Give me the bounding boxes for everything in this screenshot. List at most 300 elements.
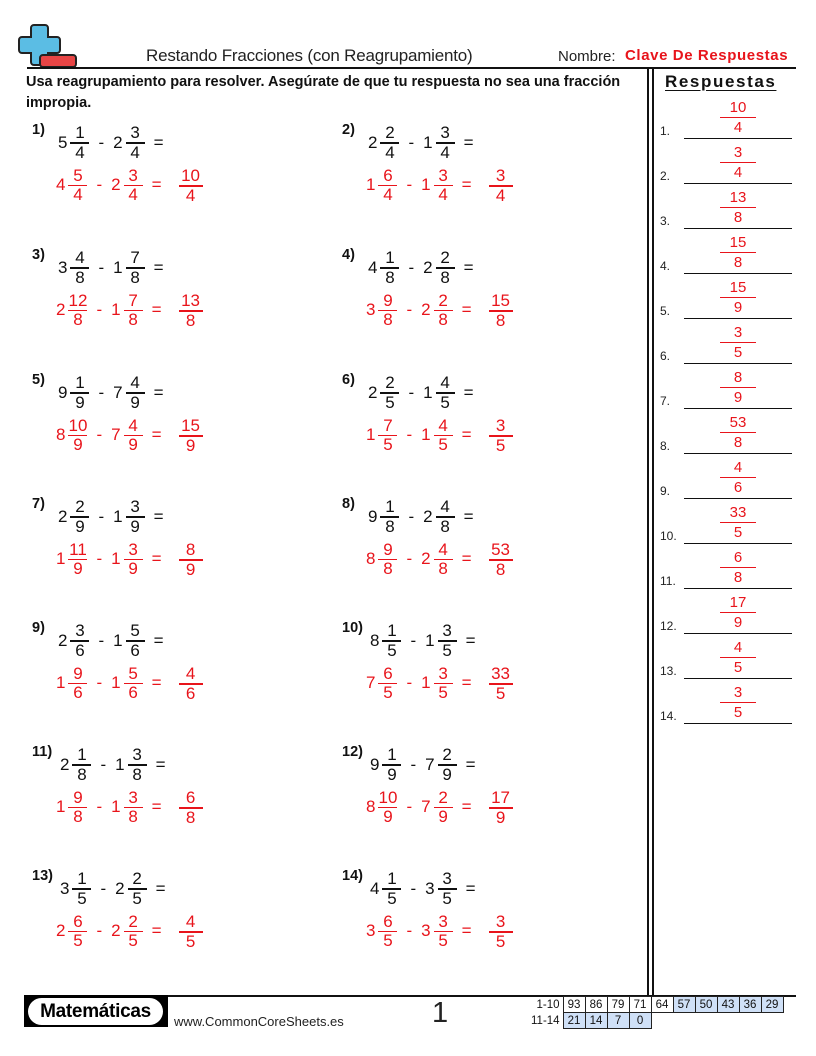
mixed-number-whole: 3 (58, 257, 68, 277)
numerator: 2 (438, 290, 448, 310)
denominator: 8 (733, 209, 743, 226)
answer-fraction (720, 279, 756, 317)
answer-number: 12. (660, 619, 677, 633)
result-fraction (179, 664, 203, 703)
problem-number: 3) (32, 247, 45, 263)
numerator: 4 (438, 539, 448, 559)
score-cell: 79 (607, 997, 629, 1013)
denominator: 9 (733, 614, 743, 631)
numerator: 3 (128, 787, 138, 807)
fraction (179, 417, 203, 455)
numerator: 3 (438, 663, 448, 683)
mixed-number-whole: 5 (58, 132, 68, 152)
denominator: 5 (495, 683, 506, 703)
answer-fraction (720, 684, 756, 722)
numerator: 3 (440, 123, 450, 142)
result-fraction (489, 912, 513, 951)
score-cell: 64 (651, 997, 673, 1013)
solution-expression (366, 664, 513, 703)
problem-6 (342, 372, 642, 462)
equals-sign: = (151, 175, 162, 195)
fraction (128, 746, 147, 784)
fraction (378, 167, 397, 205)
numerator: 12 (68, 290, 88, 310)
answer-fraction (720, 144, 756, 182)
mixed-number-whole: 2 (58, 506, 68, 526)
minus-sign: - (408, 382, 415, 402)
denominator: 5 (385, 392, 395, 412)
solution-expression (56, 540, 203, 579)
denominator: 5 (387, 640, 397, 660)
fraction-bar (720, 702, 756, 704)
numerator: 17 (729, 593, 747, 611)
numerator: 4 (440, 373, 450, 392)
fraction (179, 292, 203, 330)
denominator: 8 (733, 254, 743, 271)
numerator: 1 (77, 745, 87, 764)
equals-sign: = (151, 921, 162, 941)
answer-fraction (720, 504, 756, 542)
numerator: 2 (128, 911, 138, 931)
denominator: 8 (495, 310, 506, 330)
numerator: 11 (69, 539, 87, 559)
equals-sign: = (153, 132, 164, 152)
equals-sign: = (463, 257, 474, 277)
minus-sign: - (96, 673, 103, 693)
answer-number: 4. (660, 259, 671, 273)
answer-number: 3. (660, 214, 671, 228)
result-fraction (179, 166, 203, 205)
answer-row-10 (660, 499, 792, 544)
fraction (382, 746, 401, 784)
solution-expression (56, 416, 203, 455)
fraction-bar (720, 252, 756, 254)
fraction (378, 789, 397, 827)
mixed-number-whole: 1 (366, 425, 376, 445)
problem-expression (370, 746, 485, 784)
answer-number: 7. (660, 394, 671, 408)
fraction (70, 374, 89, 412)
denominator: 8 (440, 516, 450, 536)
denominator: 4 (495, 185, 506, 205)
numerator: 2 (442, 745, 452, 764)
denominator: 6 (73, 683, 83, 702)
numerator: 1 (387, 621, 397, 640)
fraction (179, 541, 203, 579)
mixed-number-whole: 8 (370, 630, 380, 650)
fraction (380, 124, 399, 162)
fraction (434, 789, 453, 827)
denominator: 9 (73, 435, 83, 454)
fraction-bar (720, 567, 756, 569)
answer-fraction (720, 594, 756, 632)
numerator: 3 (442, 621, 452, 640)
problem-number: 5) (32, 372, 45, 388)
result-fraction (489, 664, 513, 703)
fraction (434, 292, 453, 330)
problem-number: 14) (342, 868, 363, 884)
denominator: 8 (130, 267, 140, 287)
denominator: 4 (383, 185, 393, 204)
mixed-number-whole: 2 (56, 300, 66, 320)
minus-sign: - (406, 797, 413, 817)
numerator: 33 (491, 664, 510, 683)
denominator: 5 (495, 435, 506, 455)
numerator: 53 (729, 413, 747, 431)
problem-4 (342, 247, 642, 337)
numerator: 15 (491, 291, 510, 310)
numerator: 3 (75, 621, 85, 640)
answer-row-4 (660, 229, 792, 274)
mixed-number-whole: 1 (56, 673, 66, 693)
fraction-bar (720, 342, 756, 344)
problem-12 (342, 744, 642, 834)
answer-fraction (720, 324, 756, 362)
plus-minus-logo-icon (14, 22, 80, 68)
fraction (434, 541, 453, 579)
numerator: 9 (383, 539, 393, 559)
answer-number: 8. (660, 439, 671, 453)
denominator: 9 (130, 392, 140, 412)
mixed-number-whole: 3 (366, 300, 376, 320)
denominator: 4 (733, 119, 743, 136)
mixed-number-whole: 2 (111, 921, 121, 941)
numerator: 1 (75, 123, 85, 142)
problem-13 (32, 868, 332, 958)
numerator: 2 (132, 869, 142, 888)
numerator: 1 (77, 869, 87, 888)
mixed-number-whole: 8 (56, 425, 66, 445)
problem-expression (370, 870, 485, 908)
fraction (72, 870, 91, 908)
denominator: 8 (128, 807, 138, 826)
minus-sign: - (410, 878, 417, 898)
denominator: 8 (185, 310, 196, 330)
answer-fraction (720, 639, 756, 677)
fraction (70, 124, 89, 162)
mixed-number-whole: 2 (421, 549, 431, 569)
equals-sign: = (155, 754, 166, 774)
fraction (489, 167, 513, 205)
fraction (68, 541, 87, 579)
mixed-number-whole: 2 (58, 630, 68, 650)
denominator: 8 (383, 310, 393, 329)
numerator: 4 (440, 497, 450, 516)
denominator: 8 (733, 569, 743, 586)
equals-sign: = (465, 630, 476, 650)
mixed-number-whole: 9 (368, 506, 378, 526)
solution-expression (56, 664, 203, 703)
problem-expression (60, 746, 175, 784)
score-cell: 86 (585, 997, 607, 1013)
denominator: 5 (73, 931, 83, 950)
score-cell: 21 (563, 1013, 585, 1029)
denominator: 6 (128, 683, 138, 702)
equals-sign: = (461, 300, 472, 320)
problem-11 (32, 744, 332, 834)
score-cell: 50 (695, 997, 717, 1013)
numerator: 3 (733, 683, 743, 701)
mixed-number-whole: 2 (368, 382, 378, 402)
fraction (126, 622, 145, 660)
problem-expression (368, 124, 483, 162)
denominator: 9 (128, 435, 138, 454)
fraction (434, 913, 453, 951)
denominator: 6 (185, 683, 196, 703)
answer-row-8 (660, 409, 792, 454)
numerator: 9 (73, 663, 83, 683)
numerator: 2 (438, 787, 448, 807)
fraction-bar (720, 612, 756, 614)
fraction (179, 789, 203, 827)
mixed-number-whole: 1 (111, 549, 121, 569)
denominator: 8 (385, 516, 395, 536)
mixed-number-whole: 1 (111, 673, 121, 693)
fraction-bar (720, 387, 756, 389)
numerator: 4 (185, 912, 196, 931)
fraction (436, 498, 455, 536)
denominator: 8 (438, 559, 448, 578)
numerator: 3 (132, 745, 142, 764)
solution-expression (366, 788, 513, 827)
mixed-number-whole: 1 (111, 797, 121, 817)
fraction (179, 913, 203, 951)
answer-row-11 (660, 544, 792, 589)
fraction (126, 124, 145, 162)
mixed-number-whole: 2 (423, 257, 433, 277)
fraction (124, 665, 143, 703)
minus-sign: - (96, 797, 103, 817)
denominator: 5 (383, 435, 393, 454)
fraction (380, 498, 399, 536)
fraction (124, 417, 143, 455)
worksheet-title: Restando Fracciones (con Reagrupamiento) (146, 46, 473, 65)
numerator: 3 (495, 166, 506, 185)
equals-sign: = (463, 132, 474, 152)
problem-9 (32, 620, 332, 710)
mixed-number-whole: 2 (368, 132, 378, 152)
numerator: 4 (130, 373, 140, 392)
problem-expression (60, 870, 175, 908)
denominator: 5 (132, 888, 142, 908)
fraction (434, 665, 453, 703)
answer-fraction (720, 99, 756, 137)
denominator: 5 (383, 931, 393, 950)
numerator: 4 (75, 248, 85, 267)
answer-row-6 (660, 319, 792, 364)
denominator: 5 (733, 344, 743, 361)
numerator: 10 (729, 98, 747, 116)
numerator: 5 (128, 663, 138, 683)
problem-number: 9) (32, 620, 45, 636)
answer-number: 11. (660, 574, 676, 588)
numerator: 10 (68, 415, 88, 435)
answer-number: 10. (660, 529, 677, 543)
numerator: 15 (181, 416, 200, 435)
equals-sign: = (465, 878, 476, 898)
problem-number: 10) (342, 620, 363, 636)
fraction (378, 541, 397, 579)
denominator: 5 (438, 683, 448, 702)
denominator: 8 (495, 559, 506, 579)
denominator: 9 (185, 559, 196, 579)
problem-8 (342, 496, 642, 586)
minus-sign: - (96, 549, 103, 569)
fraction (489, 417, 513, 455)
denominator: 4 (438, 185, 448, 204)
equals-sign: = (151, 300, 162, 320)
equals-sign: = (153, 382, 164, 402)
numerator: 1 (75, 373, 85, 392)
minus-sign: - (410, 630, 417, 650)
answer-number: 1. (660, 124, 671, 138)
fraction (68, 417, 87, 455)
answer-number: 13. (660, 664, 677, 678)
mixed-number-whole: 2 (60, 754, 70, 774)
denominator: 8 (733, 434, 743, 451)
fraction-bar (720, 117, 756, 119)
fraction (70, 249, 89, 287)
answer-row-3 (660, 184, 792, 229)
problem-number: 6) (342, 372, 355, 388)
minus-sign: - (98, 382, 105, 402)
denominator: 5 (387, 888, 397, 908)
equals-sign: = (461, 549, 472, 569)
fraction (179, 665, 203, 703)
numerator: 8 (185, 540, 196, 559)
solution-expression (56, 166, 203, 205)
result-fraction (179, 912, 203, 951)
denominator: 9 (387, 764, 397, 784)
mixed-number-whole: 1 (423, 382, 433, 402)
equals-sign: = (153, 630, 164, 650)
answer-row-1 (660, 94, 792, 139)
numerator: 1 (387, 745, 397, 764)
problem-3 (32, 247, 332, 337)
denominator: 9 (128, 559, 138, 578)
problem-1 (32, 122, 332, 212)
numerator: 6 (383, 165, 393, 185)
result-fraction (489, 540, 513, 579)
fraction (489, 913, 513, 951)
equals-sign: = (461, 175, 472, 195)
score-table (528, 996, 784, 1029)
solution-expression (56, 912, 203, 951)
answers-title: Respuestas (665, 72, 777, 91)
answer-line (684, 723, 792, 725)
denominator: 5 (495, 931, 506, 951)
fraction (380, 249, 399, 287)
fraction (434, 167, 453, 205)
fraction (124, 541, 143, 579)
equals-sign: = (461, 673, 472, 693)
answer-row-13 (660, 634, 792, 679)
mixed-number-whole: 7 (113, 382, 123, 402)
denominator: 9 (733, 299, 743, 316)
equals-sign: = (151, 673, 162, 693)
minus-sign: - (96, 921, 103, 941)
answer-row-2 (660, 139, 792, 184)
problem-number: 8) (342, 496, 355, 512)
mixed-number-whole: 3 (421, 921, 431, 941)
minus-sign: - (96, 425, 103, 445)
numerator: 15 (729, 233, 747, 251)
solution-expression (366, 291, 513, 330)
numerator: 4 (185, 664, 196, 683)
fraction (70, 622, 89, 660)
problem-expression (368, 374, 483, 412)
problem-5 (32, 372, 332, 462)
minus-sign: - (96, 175, 103, 195)
mixed-number-whole: 8 (366, 549, 376, 569)
column-divider (647, 69, 649, 995)
answer-number: 9. (660, 484, 671, 498)
problem-2 (342, 122, 642, 212)
answer-number: 14. (660, 709, 677, 723)
denominator: 9 (733, 389, 743, 406)
mixed-number-whole: 3 (60, 878, 70, 898)
numerator: 2 (385, 373, 395, 392)
header-rule (27, 67, 796, 69)
mixed-number-whole: 1 (56, 797, 66, 817)
fraction (380, 374, 399, 412)
problem-expression (58, 124, 173, 162)
fraction-bar (720, 477, 756, 479)
fraction (126, 498, 145, 536)
numerator: 6 (383, 663, 393, 683)
numerator: 3 (733, 323, 743, 341)
numerator: 3 (128, 539, 138, 559)
numerator: 5 (73, 165, 83, 185)
numerator: 13 (729, 188, 747, 206)
denominator: 5 (128, 931, 138, 950)
name-value: Clave De Respuestas (625, 47, 789, 64)
equals-sign: = (153, 506, 164, 526)
numerator: 2 (385, 123, 395, 142)
minus-sign: - (100, 878, 107, 898)
denominator: 5 (438, 435, 448, 454)
score-cell: 0 (629, 1013, 651, 1029)
minus-sign: - (406, 175, 413, 195)
brand-label: Matemáticas (28, 998, 163, 1025)
answer-row-9 (660, 454, 792, 499)
minus-sign: - (406, 300, 413, 320)
denominator: 8 (185, 807, 196, 827)
problem-number: 7) (32, 496, 45, 512)
minus-sign: - (406, 425, 413, 445)
numerator: 1 (385, 497, 395, 516)
fraction (489, 789, 513, 827)
mixed-number-whole: 2 (111, 175, 121, 195)
column-divider (652, 69, 654, 995)
minus-sign: - (98, 132, 105, 152)
mixed-number-whole: 7 (366, 673, 376, 693)
numerator: 3 (495, 912, 506, 931)
denominator: 5 (77, 888, 87, 908)
denominator: 4 (128, 185, 138, 204)
fraction (124, 292, 143, 330)
minus-sign: - (408, 257, 415, 277)
numerator: 5 (130, 621, 140, 640)
equals-sign: = (155, 878, 166, 898)
denominator: 6 (130, 640, 140, 660)
denominator: 5 (733, 524, 743, 541)
minus-sign: - (410, 754, 417, 774)
solution-expression (366, 416, 513, 455)
fraction (124, 913, 143, 951)
denominator: 8 (385, 267, 395, 287)
denominator: 4 (75, 142, 85, 162)
